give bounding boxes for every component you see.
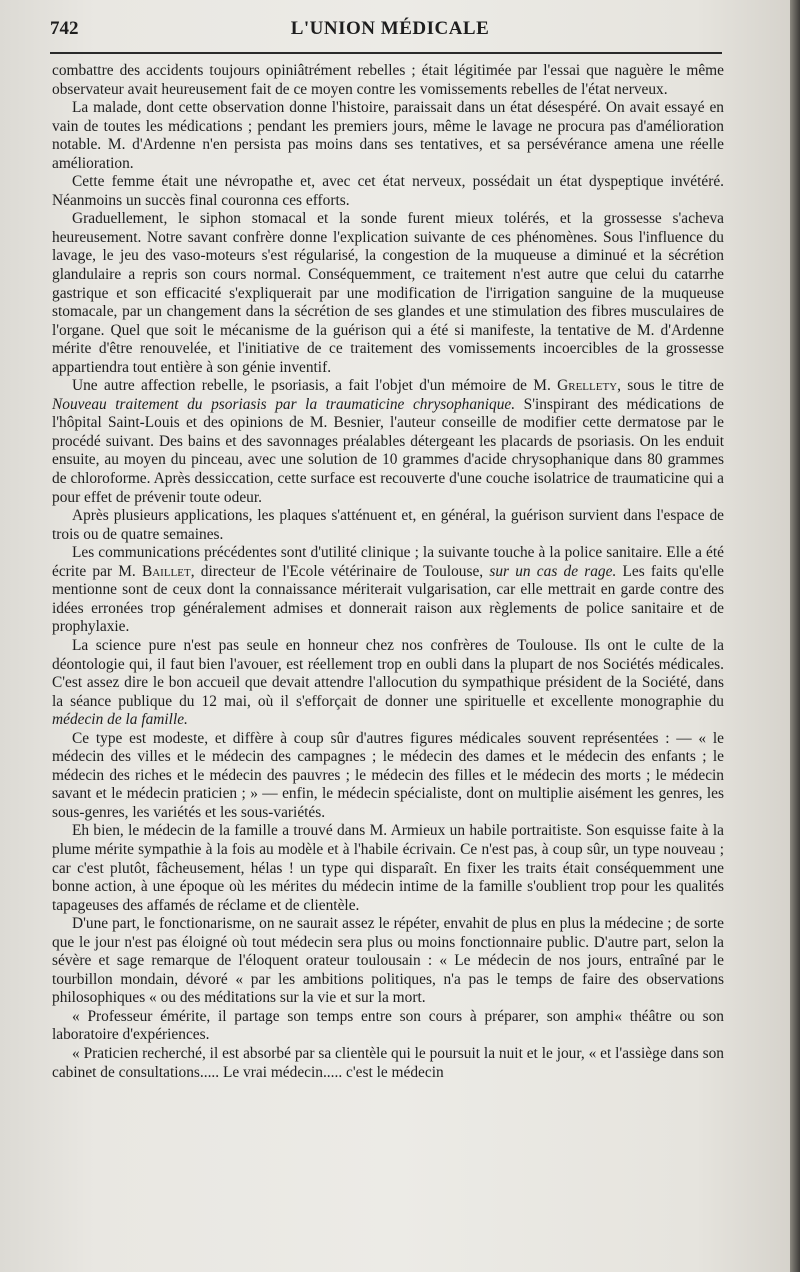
paragraph-12: « Professeur émérite, il partage son temps entre son cours à préparer, son amphi« théâtre ou son laboratoire d'expériences. (52, 1007, 724, 1044)
paragraph-5: Une autre affection rebelle, le psoriasis, a fait l'objet d'un mémoire de M. Grellety, sous le titre de Nouveau traitement du psoriasis par la traumaticine chrysophanique. S'inspirant des médications de l'hôpital Saint-Louis et des opinions de M. Besnier, l'auteur conseille de modifier cette dermatose par le procédé suivant. Des bains et des savonnages préalables détergeant les placards de psoriasis. On les enduit ensuite, au moyen du pinceau, avec une solution de 10 grammes d'acide chrysophanique dans 80 grammes de chloroforme. Après dessiccation, cette surface est recouverte d'une couche isolatrice de traumaticine qui a pour effet de prévenir toute odeur. (52, 377, 724, 506)
communication-title: sur un cas de rage. (489, 562, 617, 580)
paragraph-1: combattre des accidents toujours opiniâtrément rebelles ; était légitimée par l'essai que naguère le même observateur avait heureusement fait de ce moyen contre les vomissements rebelles de l'état nerveux. (52, 62, 724, 98)
paragraph-4: Graduellement, le siphon stomacal et la sonde furent mieux tolérés, et la grossesse s'acheva heureusement. Notre savant confrère donne l'explication suivante de ces phénomènes. Sous l'influence du lavage, le jeu des vaso-moteurs s'est régularisé, la congestion de la muqueuse a diminué et la sécrétion glandulaire a repris son cours normal. Conséquemment, ce traitement n'est autre que celui du catarrhe gastrique et son efficacité s'expliquerait par une modification de l'irrigation sanguine de la muqueuse stomacale, par un changement dans la sécrétion de ses glandes et une stimulation des fibres musculaires de l'organe. Quel que soit le mécanisme de la guérison qui a été si manifeste, la tentative de M. d'Ardenne mérite d'être renouvelée, et l'initiative de ce traitement des vomissements incoercibles de la grossesse appartiendra tout entière à son génie inventif. (52, 210, 724, 376)
paragraph-7: Les communications précédentes sont d'utilité clinique ; la suivante touche à la police sanitaire. Elle a été écrite par M. Baillet, directeur de l'Ecole vétérinaire de Toulouse, sur un cas de rage. Les faits qu'elle mentionne sont de ceux dont la connaissance mériterait vulgarisation, car elle mettrait en garde contre des idées erronées trop généralement admises et donnerait raison aux règlements de police sanitaire et de prophylaxie. (52, 544, 725, 636)
paragraph-13: « Praticien recherché, il est absorbé par sa clientèle qui le poursuit la nuit et le jour, « et l'assiège dans son cabinet de consultations..... Le vrai médecin..... c'est le médecin (52, 1044, 724, 1081)
author-name-baillet: Baillet (141, 562, 191, 580)
page-edge-shadow (790, 0, 800, 1272)
header-rule (50, 52, 722, 54)
paragraph-8: La science pure n'est pas seule en honneur chez nos confrères de Toulouse. Ils ont le culte de la déontologie qui, il faut bien l'avouer, est réellement trop en oubli dans la plupart de nos Sociétés médicales. C'est assez dire le bon accueil que devait attendre l'allocution du sympathique président de la Société, dans la séance publique du 12 mai, où il s'efforçait de donner une spirituelle et excellente monographie du médecin de la famille. (52, 636, 724, 729)
memoir-title: Nouveau traitement du psoriasis par la traumaticine chrysophanique. (52, 395, 516, 413)
monograph-title: médecin de la famille. (52, 711, 188, 729)
article-body (52, 62, 724, 1082)
paragraph-6: Après plusieurs applications, les plaques s'atténuent et, en général, la guérison survient dans l'espace de trois ou de quatre semaines. (52, 507, 724, 543)
journal-title: L'UNION MÉDICALE (290, 18, 490, 39)
page-number: 742 (50, 18, 79, 39)
page-header (50, 12, 730, 46)
paragraph-2: La malade, dont cette observation donne l'histoire, paraissait dans un état désespéré. On avait essayé en vain de toutes les médications ; pendant les premiers jours, même le lavage ne procura pas d'amélioration notable. M. d'Ardenne n'en persista pas moins dans ses tentatives, et sa persévérance amena une réelle amélioration. (52, 99, 724, 172)
author-name-grellety: Grellety (557, 377, 618, 395)
paragraph-10: Eh bien, le médecin de la famille a trouvé dans M. Armieux un habile portraitiste. Son esquisse faite à la plume mérite sympathie à la fois au modèle et à l'habile écrivain. Ce n'est pas, à coup sûr, un type nouveau ; car c'est plutôt, fâcheusement, hélas ! un type qui disparaît. En fixer les traits était conséquemment une bonne action, à une époque où les mérites du médecin intime de la famille s'oublient trop pour les qualités tapageuses des affamés de réclame et de clientèle. (52, 822, 724, 914)
paragraph-11: D'une part, le fonctionarisme, on ne saurait assez le répéter, envahit de plus en plus la médecine ; de sorte que le jour n'est pas éloigné où tout médecin sera plus ou moins fonctionnaire public. D'autre part, selon la sévère et sage remarque de l'éloquent orateur toulousain : « Le médecin de nos jours, entraîné par le tourbillon mondain, dévoré « par les ambitions politiques, n'a pas le temps de faire des observations philosophiques « ou des méditations sur la vie et sur la mort. (52, 915, 724, 1007)
paragraph-9: Ce type est modeste, et diffère à coup sûr d'autres figures médicales souvent représentées : — « le médecin des villes et le médecin des campagnes ; le médecin des dames et le médecin des enfants ; le médecin des riches et le médecin des pauvres ; le médecin des filles et le médecin des morts ; le médecin savant et le médecin praticien ; » — enfin, le médecin spécialiste, dont on multiplie aisément les genres, les sous-genres, les variétés et les sous-variétés. (52, 729, 724, 821)
paragraph-3: Cette femme était une névropathe et, avec cet état nerveux, possédait un état dyspeptique invétéré. Néanmoins un succès final couronna ces efforts. (52, 173, 724, 209)
